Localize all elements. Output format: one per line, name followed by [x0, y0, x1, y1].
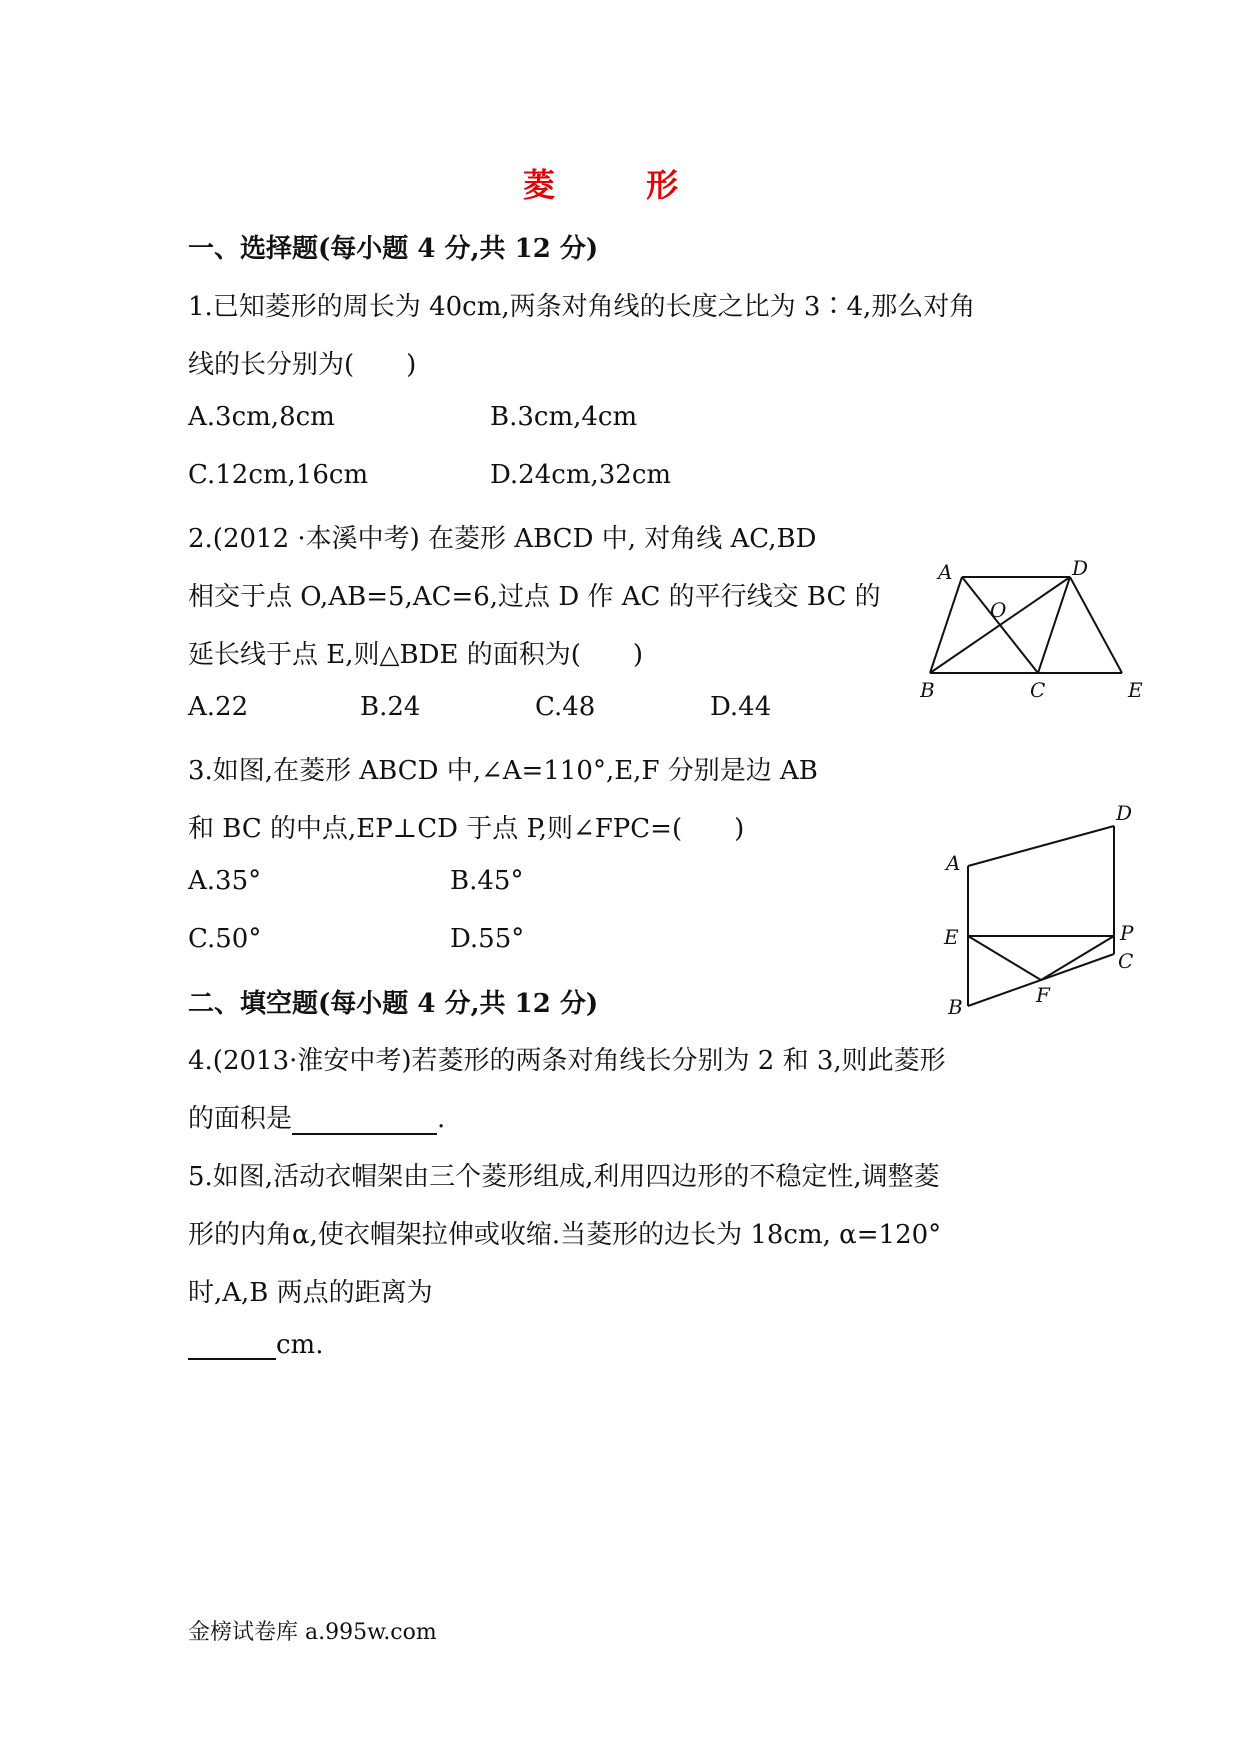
q2-option-b: B.24: [360, 692, 421, 722]
q1-line2: 线的长分别为( ): [188, 350, 417, 380]
q3-rhombus-figure: [940, 800, 1140, 1040]
q3-label-e: E: [944, 925, 959, 949]
q2-label-d: D: [1072, 556, 1089, 580]
q2-option-a: A.22: [188, 692, 249, 722]
q5-line2: 形的内角α,使衣帽架拉伸或收缩.当菱形的边长为 18cm, α=120°: [188, 1220, 942, 1250]
q3-option-a: A.35°: [188, 866, 262, 896]
q3-label-p: P: [1120, 921, 1134, 945]
q1-option-a: A.3cm,8cm: [188, 402, 335, 432]
q1-option-b: B.3cm,4cm: [490, 402, 638, 432]
q2-rhombus-figure: [920, 555, 1160, 715]
section-heading-choice: 一、选择题(每小题 4 分,共 12 分): [188, 234, 599, 264]
q4-line2-suffix: .: [437, 1104, 446, 1134]
q3-option-d: D.55°: [450, 924, 525, 954]
q3-line2: 和 BC 的中点,EP⊥CD 于点 P,则∠FPC=( ): [188, 814, 745, 844]
q3-option-b: B.45°: [450, 866, 524, 896]
q2-label-b: B: [920, 678, 935, 702]
q3-line1: 3.如图,在菱形 ABCD 中,∠A=110°,E,F 分别是边 AB: [188, 756, 818, 786]
q2-line3: 延长线于点 E,则△BDE 的面积为( ): [188, 640, 643, 670]
q5-line4-suffix: cm.: [276, 1330, 324, 1360]
q3-label-d: D: [1116, 801, 1133, 825]
q3-option-c: C.50°: [188, 924, 262, 954]
q2-option-c: C.48: [535, 692, 596, 722]
q4-line1: 4.(2013·淮安中考)若菱形的两条对角线长分别为 2 和 3,则此菱形: [188, 1046, 946, 1076]
q2-option-d: D.44: [710, 692, 772, 722]
q2-label-o: O: [990, 598, 1007, 622]
q4-answer-blank: [292, 1107, 437, 1135]
q2-label-c: C: [1030, 678, 1046, 702]
q3-label-b: B: [948, 995, 963, 1019]
q5-answer-blank: [188, 1332, 276, 1360]
q2-label-e: E: [1128, 678, 1143, 702]
q1-line1: 1.已知菱形的周长为 40cm,两条对角线的长度之比为 3∶4,那么对角: [188, 292, 976, 322]
q3-label-f: F: [1036, 983, 1050, 1007]
footer-source: 金榜试卷库 a.995w.com: [188, 1620, 437, 1645]
page-title: 菱 形: [522, 166, 719, 204]
q3-label-c: C: [1118, 949, 1134, 973]
section-heading-fill: 二、填空题(每小题 4 分,共 12 分): [188, 989, 599, 1019]
q2-label-a: A: [938, 560, 953, 584]
q5-line3: 时,A,B 两点的距离为: [188, 1278, 433, 1308]
q2-line1: 2.(2012 ·本溪中考) 在菱形 ABCD 中, 对角线 AC,BD: [188, 524, 817, 554]
q5-line4: [188, 1330, 323, 1360]
q1-option-d: D.24cm,32cm: [490, 460, 672, 490]
q4-line2: [188, 1098, 445, 1135]
q1-option-c: C.12cm,16cm: [188, 460, 369, 490]
q5-line1: 5.如图,活动衣帽架由三个菱形组成,利用四边形的不稳定性,调整菱: [188, 1162, 940, 1192]
q2-line2: 相交于点 O,AB=5,AC=6,过点 D 作 AC 的平行线交 BC 的: [188, 582, 881, 612]
q3-label-a: A: [946, 851, 961, 875]
q4-line2-prefix: 的面积是: [188, 1104, 293, 1134]
